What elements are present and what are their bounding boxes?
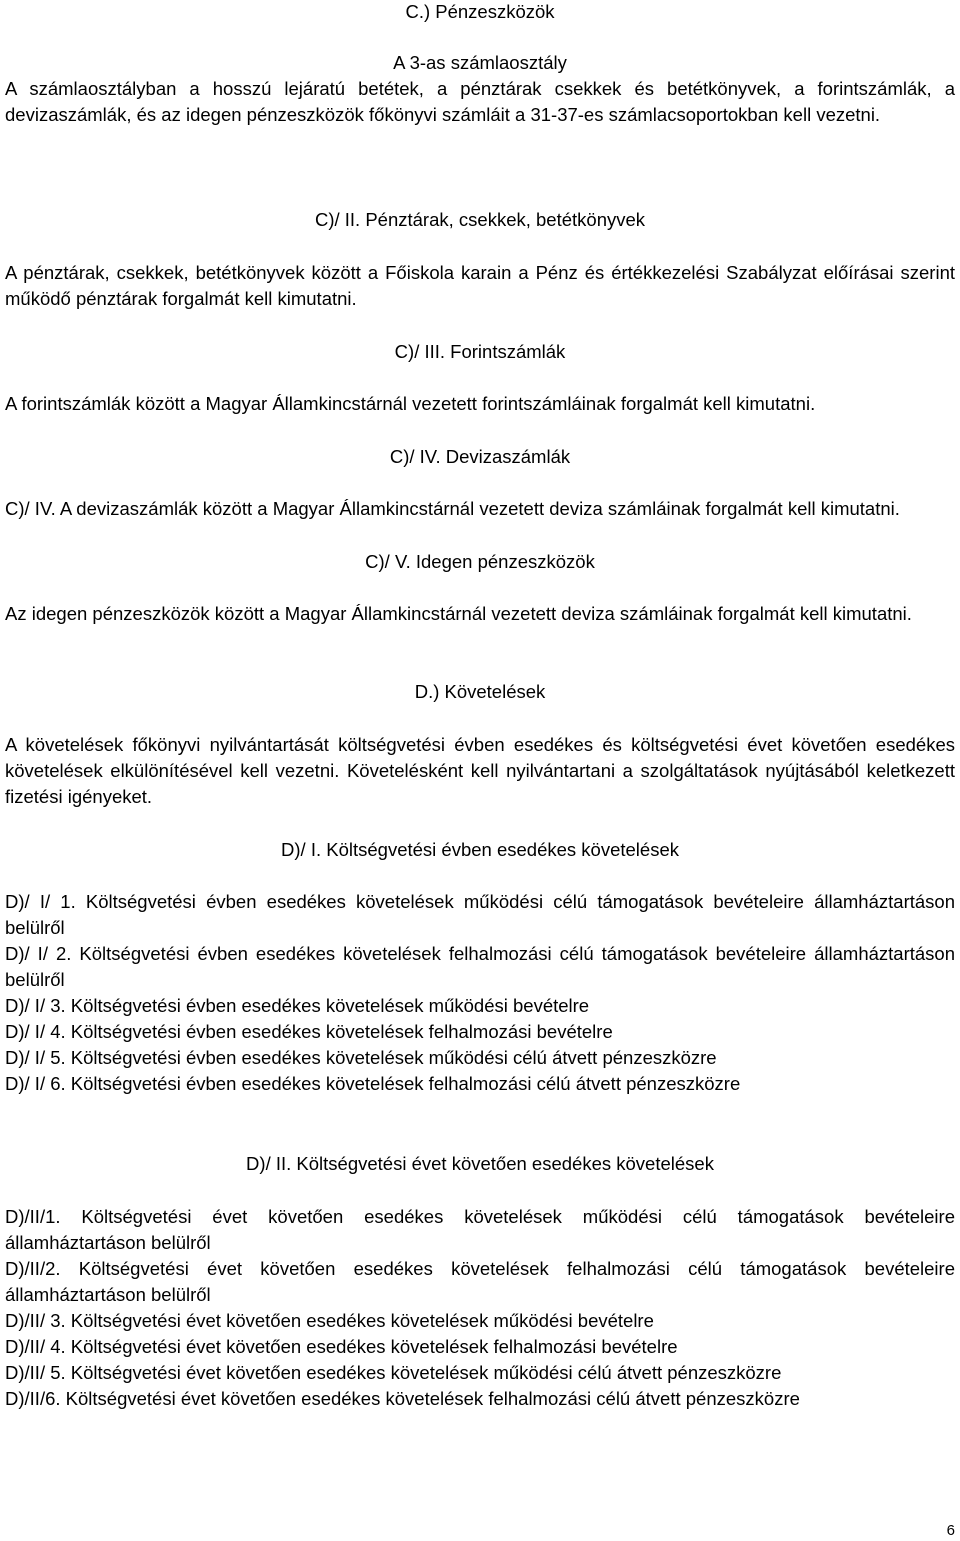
section-title-c5: C)/ V. Idegen pénzeszközök (365, 551, 595, 572)
paragraph-c5: Az idegen pénzeszközök között a Magyar Államkincstárnál vezetett deviza számláinak forgalmát kell kimutatni. (5, 603, 912, 624)
list-item: D)/II/6. Költségvetési évet követően esedékes követelések felhalmozási célú átvett pénzeszközre (5, 1388, 800, 1409)
section-title-c3: C)/ III. Forintszámlák (394, 341, 566, 362)
paragraph-c4: C)/ IV. A devizaszámlák között a Magyar Államkincstárnál vezetett deviza számláinak forgalmát kell kimutatni. (5, 498, 900, 519)
list-d2 (5, 1204, 955, 1412)
section-title-d1: D)/ I. Költségvetési évben esedékes követelések (281, 839, 679, 860)
section-title-d: D.) Követelések (414, 681, 546, 702)
list-item: D)/II/ 5. Költségvetési évet követően esedékes követelések működési célú átvett pénzeszközre (5, 1362, 782, 1383)
section-subtitle-c: A 3-as számlaosztály (393, 52, 567, 73)
list-item: D)/ I/ 4. Költségvetési évben esedékes követelések felhalmozási bevételre (5, 1021, 613, 1042)
section-title-c: C.) Pénzeszközök (405, 1, 555, 22)
section-title-d2: D)/ II. Költségvetési évet követően esedékes követelések (246, 1153, 714, 1174)
list-item: D)/ I/ 2. Költségvetési évben esedékes követelések felhalmozási célú támogatások bevételeire államháztartáson belülről (5, 943, 955, 990)
list-item: D)/II/1. Költségvetési évet követően esedékes követelések működési célú támogatások bevételeire államháztartáson belülről (5, 1206, 955, 1253)
paragraph-c-intro: A számlaosztályban a hosszú lejáratú betétek, a pénztárak csekkek és betétkönyvek, a forintszámlák, a devizaszámlák, és az idegen pénzeszközök főkönyvi számláit a 31-37-es számlacsoportokban kell vezetni. (5, 78, 955, 125)
list-item: D)/II/ 4. Költségvetési évet követően esedékes követelések felhalmozási bevételre (5, 1336, 678, 1357)
list-item: D)/ I/ 5. Költségvetési évben esedékes követelések működési célú átvett pénzeszközre (5, 1047, 717, 1068)
paragraph-c3: A forintszámlák között a Magyar Államkincstárnál vezetett forintszámláinak forgalmát kell kimutatni. (5, 393, 816, 414)
list-item: D)/II/ 3. Költségvetési évet követően esedékes követelések működési bevételre (5, 1310, 654, 1331)
list-item: D)/ I/ 6. Költségvetési évben esedékes követelések felhalmozási célú átvett pénzeszközre (5, 1073, 741, 1094)
list-item: D)/ I/ 3. Költségvetési évben esedékes követelések működési bevételre (5, 995, 590, 1016)
section-title-c4: C)/ IV. Devizaszámlák (389, 446, 571, 467)
section-title-c2: C)/ II. Pénztárak, csekkek, betétkönyvek (314, 209, 646, 230)
paragraph-d: A követelések főkönyvi nyilvántartását költségvetési évben esedékes és költségvetési évet követően esedékes követelések elkülönítésével kell vezetni. Követelésként kell nyilvántartani a szolgáltatások nyújtásából keletkezett fizetési igényeket. (5, 734, 955, 807)
paragraph-c2: A pénztárak, csekkek, betétkönyvek között a Főiskola karain a Pénz és értékkezelési Szabályzat előírásai szerint működő pénztárak forgalmát kell kimutatni. (5, 262, 955, 309)
list-item: D)/II/2. Költségvetési évet követően esedékes követelések felhalmozási célú támogatások bevételeire államháztartáson belülről (5, 1258, 955, 1305)
list-item: D)/ I/ 1. Költségvetési évben esedékes követelések működési célú támogatások bevételeire államháztartáson belülről (5, 891, 955, 938)
page-number: 6 (946, 1522, 955, 1539)
list-d1 (5, 889, 955, 1097)
